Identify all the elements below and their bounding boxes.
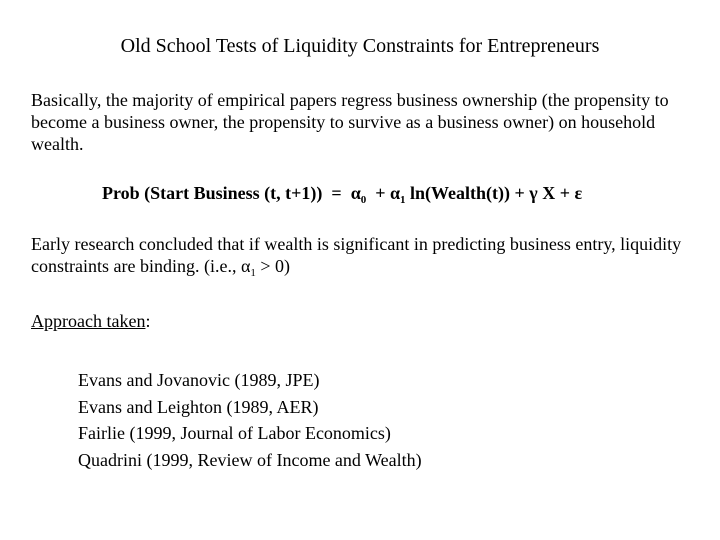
reference-item: Fairlie (1999, Journal of Labor Economics) (78, 423, 391, 443)
alpha-one: $\alpha_1$ (390, 183, 406, 206)
reference-item: Quadrini (1999, Review of Income and Wealth) (78, 449, 422, 470)
regression-equation (102, 182, 582, 204)
plus-sign: + (375, 183, 386, 203)
approach-label: Approach taken (31, 311, 146, 331)
approach-heading: Approach taken: (31, 311, 151, 331)
equation-lhs: Prob (Start Business (t, t+1)) (102, 183, 323, 203)
reference-item: Evans and Leighton (1989, AER) (78, 396, 319, 417)
reference-list (78, 369, 422, 475)
equation-equals: = (331, 183, 342, 203)
equation-rhs: ln(Wealth(t)) + γ X + ε (410, 183, 583, 203)
conclusion-paragraph: Early research concluded that if wealth is significant in predicting business entry, liquidity constraints are binding. (i.e., $\alpha_1 > 0$) (31, 234, 682, 279)
intro-paragraph: Basically, the majority of empirical papers regress business ownership (the propensity to become a business owner, the propensity to survive as a business owner) on household wealth. (31, 90, 669, 154)
slide-title: Old School Tests of Liquidity Constraints for Entrepreneurs (120, 35, 600, 57)
alpha-zero: $\alpha_0$ (350, 183, 367, 206)
reference-item: Evans and Jovanovic (1989, JPE) (78, 370, 320, 390)
